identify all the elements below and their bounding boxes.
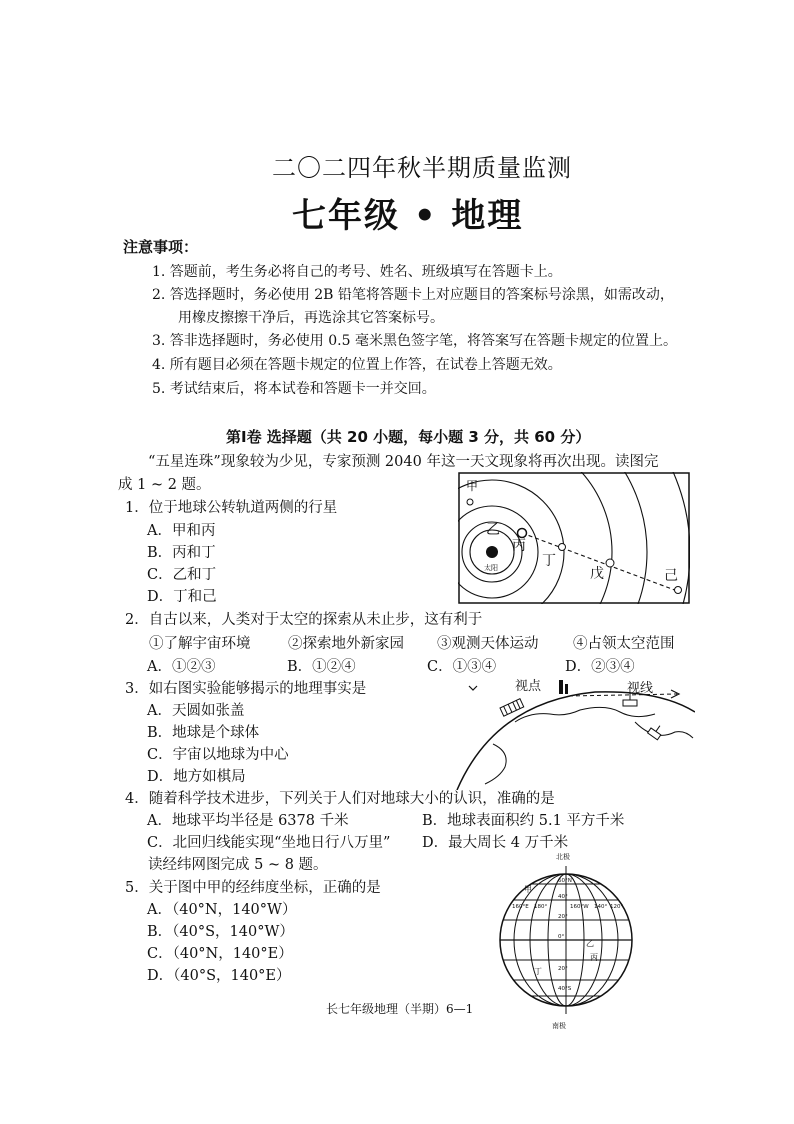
lat-label: 0° bbox=[558, 934, 565, 940]
label-yi: 乙 bbox=[486, 522, 500, 538]
statement: ②探索地外新家园 bbox=[288, 636, 404, 652]
option: B．丙和丁 bbox=[147, 545, 216, 561]
option: C．（40°N，140°E） bbox=[147, 946, 293, 962]
planet-ding bbox=[559, 544, 566, 551]
figure-frame bbox=[459, 473, 689, 603]
place-label-ding: 丁 bbox=[534, 967, 542, 976]
question-2: 2．自古以来，人类对于太空的探索从未止步，这有利于 bbox=[125, 612, 483, 628]
sun-label: 太阳 bbox=[484, 564, 498, 572]
lat-label: 40°S bbox=[558, 986, 572, 992]
lat-label: 40° bbox=[558, 894, 568, 900]
option: D．地方如棋局 bbox=[147, 769, 246, 785]
ship-icon bbox=[648, 722, 665, 740]
place-label-yi: 乙 bbox=[586, 939, 594, 948]
lon-label: 160°E bbox=[512, 904, 529, 910]
option: C．北回归线能实现“坐地日行八万里” bbox=[147, 835, 391, 851]
lon-label: 160°W bbox=[570, 904, 589, 910]
option: C．宇宙以地球为中心 bbox=[147, 747, 289, 763]
question-5: 5．关于图中甲的经纬度坐标，正确的是 bbox=[125, 880, 381, 896]
lon-label: 140° bbox=[594, 904, 608, 910]
question-1: 1．位于地球公转轨道两侧的行星 bbox=[125, 500, 338, 516]
option: A．天圆如张盖 bbox=[147, 703, 245, 719]
option: D．（40°S，140°E） bbox=[147, 968, 291, 984]
label-wu: 戊 bbox=[590, 566, 604, 582]
statement: ①了解宇宙环境 bbox=[149, 636, 251, 652]
coastline bbox=[515, 707, 655, 722]
place-label-jia: 甲 bbox=[524, 885, 532, 894]
option: D．②③④ bbox=[565, 659, 635, 675]
planet-jia bbox=[467, 499, 473, 505]
bird-icon bbox=[469, 686, 477, 690]
intro-text: 读经纬网图完成 5 ~ 8 题。 bbox=[148, 857, 328, 873]
viewpoint-label: 视点 bbox=[515, 679, 542, 694]
notice-item: 2. 答选择题时，务必使用 2B 铅笔将答题卡上对应题目的答案标号涂黑，如需改动， bbox=[152, 287, 674, 303]
earth-surface bbox=[457, 692, 695, 790]
option: A．（40°N，140°W） bbox=[147, 902, 297, 918]
planet-wu bbox=[606, 559, 614, 567]
option: A．地球平均半径是 6378 千米 bbox=[147, 813, 349, 829]
label-jia: 甲 bbox=[466, 479, 479, 493]
label-ji: 己 bbox=[664, 568, 678, 584]
option: B．地球是个球体 bbox=[147, 725, 260, 741]
notice-item: 用橡皮擦擦干净后，再选涂其它答案标号。 bbox=[178, 310, 444, 326]
solar-system-figure bbox=[458, 472, 690, 604]
south-pole-label: 南极 bbox=[552, 1022, 566, 1030]
earth-curvature-figure bbox=[455, 672, 695, 790]
lat-label: 20° bbox=[558, 966, 568, 972]
sun-icon bbox=[486, 546, 498, 558]
option: B．（40°S，140°W） bbox=[147, 924, 294, 940]
option: C．①③④ bbox=[427, 659, 497, 675]
page-footer: 长七年级地理（半期）6—1 bbox=[326, 1002, 474, 1016]
notice-item: 1. 答题前，考生务必将自己的考号、姓名、班级填写在答题卡上。 bbox=[152, 264, 562, 280]
notice-item: 3. 答非选择题时，务必使用 0.5 毫米黑色签字笔，将答案写在答题卡规定的位置上。 bbox=[152, 333, 677, 349]
option: B．地球表面积约 5.1 平方千米 bbox=[422, 813, 625, 829]
option: A．①②③ bbox=[147, 659, 216, 675]
question-4: 4．随着科学技术进步，下列关于人们对地球大小的认识，准确的是 bbox=[125, 791, 555, 807]
lon-label: 180° bbox=[534, 904, 548, 910]
notice-heading: 注意事项： bbox=[123, 238, 199, 256]
option: C．乙和丁 bbox=[147, 567, 217, 583]
planet-bing bbox=[518, 529, 527, 538]
north-pole-label: 北极 bbox=[556, 853, 570, 861]
lat-label: 60°N bbox=[558, 878, 572, 884]
lon-label: 120° bbox=[610, 904, 624, 910]
section-title: 第Ⅰ卷 选择题（共 20 小题，每小题 3 分，共 60 分） bbox=[226, 428, 591, 446]
place-label-bing: 丙 bbox=[590, 953, 598, 962]
exam-title: 二〇二四年秋半期质量监测 bbox=[272, 154, 572, 182]
sight-line bbox=[569, 694, 677, 696]
question-3: 3．如右图实验能够揭示的地理事实是 bbox=[125, 681, 367, 697]
option: B．①②④ bbox=[287, 659, 356, 675]
option: A．甲和丙 bbox=[147, 523, 216, 539]
coastline bbox=[635, 722, 693, 738]
notice-item: 5. 考试结束后，将本试卷和答题卡一并交回。 bbox=[152, 381, 436, 397]
coastline bbox=[485, 744, 506, 784]
lat-label: 20° bbox=[558, 914, 568, 920]
intro-text: 成 1 ~ 2 题。 bbox=[118, 477, 211, 493]
sightline-label: 视线 bbox=[627, 681, 654, 696]
graticule-globe-figure bbox=[494, 848, 638, 1030]
option: D．最大周长 4 万千米 bbox=[422, 835, 569, 851]
subject-title: 七年级 • 地理 bbox=[292, 196, 524, 236]
ship-icon bbox=[500, 699, 524, 716]
observer-icon bbox=[559, 680, 568, 694]
label-ding: 丁 bbox=[542, 553, 556, 569]
label-bing: 丙 bbox=[512, 538, 526, 554]
option: D．丁和己 bbox=[147, 589, 217, 605]
statement: ④占领太空范围 bbox=[573, 636, 675, 652]
intro-text: “五星连珠”现象较为少见，专家预测 2040 年这一天文现象将再次出现。读图完 bbox=[148, 454, 659, 470]
notice-item: 4. 所有题目必须在答题卡规定的位置上作答，在试卷上答题无效。 bbox=[152, 357, 562, 373]
statement: ③观测天体运动 bbox=[437, 636, 539, 652]
planet-ji bbox=[675, 587, 682, 594]
